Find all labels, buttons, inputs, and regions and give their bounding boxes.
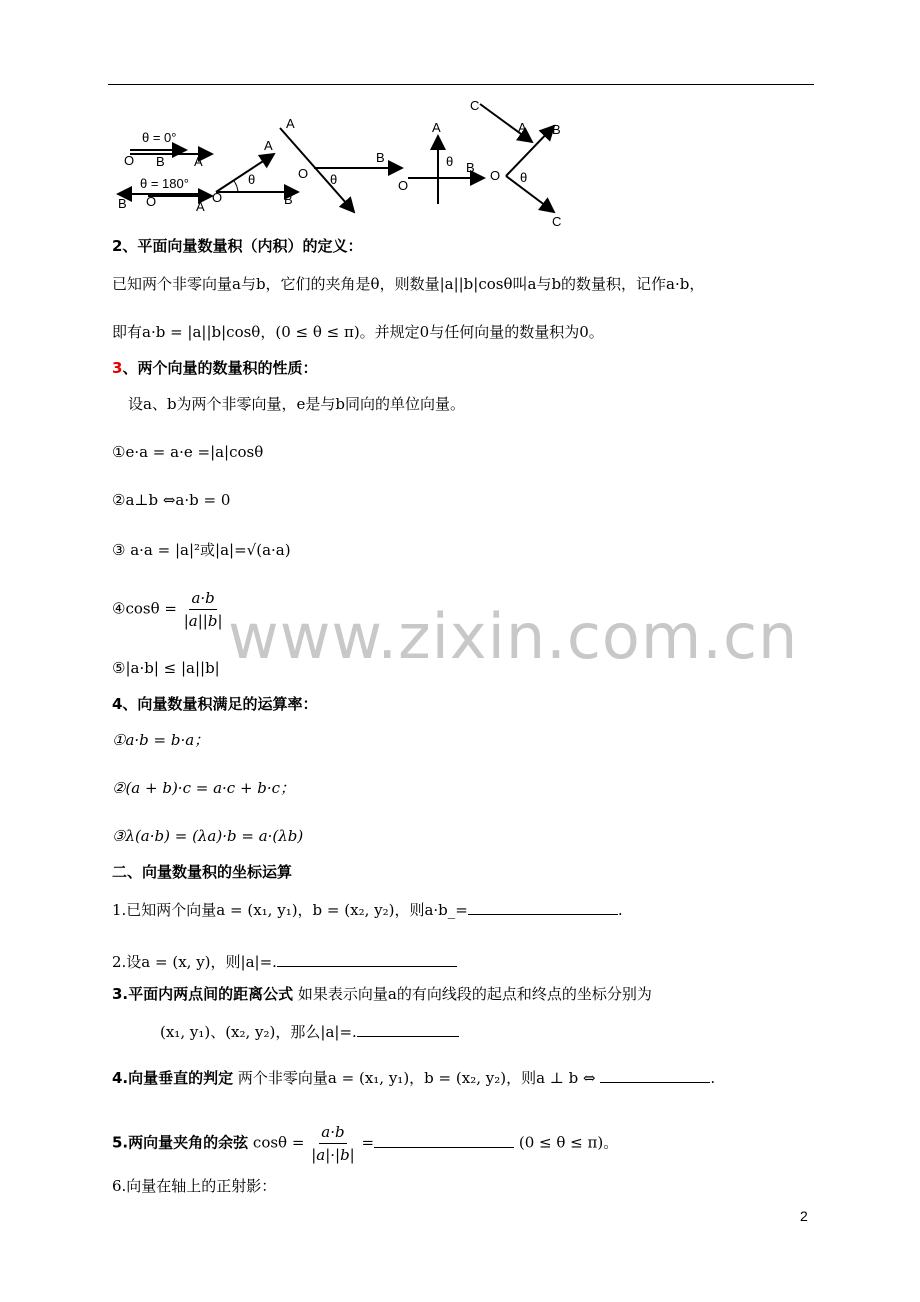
property-4-lhs: ④cosθ = — [112, 599, 177, 618]
answer-blank[interactable] — [277, 952, 457, 967]
label-b: B — [118, 196, 127, 211]
label-b: B — [284, 192, 293, 207]
coord-item-4: 4.向量垂直的判定 两个非零向量a = (x₁, y₁)，b = (x₂, y₂)，则a ⊥ b ⇔ . — [112, 1069, 716, 1087]
property-4-fraction — [182, 588, 225, 631]
property-5: ⑤|a·b| ≤ |a||b| — [112, 659, 220, 677]
section3-intro: 设a、b为两个非零向量，e是与b同向的单位向量。 — [128, 395, 466, 413]
coord-item-3-formula — [160, 1022, 459, 1042]
coord-item-3-text: 如果表示向量a的有向线段的起点和终点的坐标分别为 — [297, 985, 652, 1003]
answer-blank[interactable] — [600, 1068, 710, 1083]
property-4 — [112, 588, 225, 631]
coord-item-5-bold: 5.两向量夹角的余弦 — [112, 1133, 249, 1152]
coord-item-3-formula-text: (x₁, y₁)、(x₂, y₂)，那么|a|=. — [160, 1023, 357, 1041]
header-rule — [108, 84, 814, 85]
label-b: B — [376, 150, 385, 165]
label-o: O — [212, 190, 223, 205]
section4-heading: 4、向量数量积满足的运算率： — [112, 695, 318, 713]
answer-blank[interactable] — [357, 1022, 459, 1037]
coord-item-5-range: (0 ≤ θ ≤ π)。 — [518, 1133, 619, 1152]
coord-item-5-eq: = — [361, 1133, 375, 1152]
theta180-label: θ = 180° — [140, 176, 189, 191]
label-b: B — [552, 122, 561, 137]
rule-2: ②(a + b)·c = a·c + b·c； — [112, 779, 296, 797]
label-a: A — [194, 154, 203, 169]
property-4-denominator: |a||b| — [183, 612, 223, 630]
label-o: O — [490, 168, 501, 183]
label-a: A — [432, 120, 441, 135]
answer-blank[interactable] — [468, 900, 618, 915]
label-c: C — [470, 98, 480, 113]
property-1: ①e·a = a·e =|a|cosθ — [112, 443, 264, 461]
coord-item-4-text: 两个非零向量a = (x₁, y₁)，b = (x₂, y₂)，则a ⊥ b ⇔ — [237, 1069, 596, 1087]
label-b: B — [466, 160, 475, 175]
label-theta: θ — [446, 154, 454, 169]
label-a: A — [264, 138, 273, 153]
coord-item-6: 6.向量在轴上的正射影： — [112, 1177, 277, 1195]
coord-item-5-cos: cosθ = — [252, 1133, 305, 1152]
coord-item-5-fraction — [309, 1122, 357, 1165]
coord-heading: 二、向量数量积的坐标运算 — [112, 863, 293, 881]
label-a: A — [286, 116, 295, 131]
property-3: ③ a·a = |a|²或|a|=√(a·a) — [112, 541, 291, 559]
label-a: A — [518, 120, 527, 135]
property-2: ②a⊥b ⇔a·b = 0 — [112, 491, 231, 509]
coord-item-2-text: 2.设a = (x, y)，则|a|=. — [112, 953, 277, 971]
theta0-label: θ = 0° — [142, 130, 177, 145]
coord-item-3 — [112, 984, 652, 1004]
label-o: O — [398, 178, 409, 193]
label-o: O — [124, 153, 135, 168]
watermark: www.zixin.com.cn — [228, 600, 799, 673]
label-c: C — [552, 214, 562, 229]
label-b: B — [156, 154, 165, 169]
label-o: O — [146, 194, 157, 209]
section2-definition: 已知两个非零向量a与b，它们的夹角是θ，则数量|a||b|cosθ叫a与b的数量积，记作a·b， — [112, 275, 705, 293]
angle-diagram — [108, 92, 608, 232]
coord-item-2 — [112, 952, 457, 972]
rule-3: ③λ(a·b) = (λa)·b = a·(λb) — [112, 827, 304, 845]
coord-item-3-bold: 3.平面内两点间的距离公式 — [112, 985, 294, 1003]
section2-formula: 即有a·b = |a||b|cosθ，(0 ≤ θ ≤ π)。并规定0与任何向量的数量积为0。 — [112, 323, 604, 341]
coord-item-5-numerator: a·b — [319, 1122, 346, 1144]
label-theta: θ — [248, 172, 256, 187]
coord-item-1: 1.已知两个向量a = (x₁, y₁)，b = (x₂, y₂)，则a·b_= . — [112, 901, 623, 919]
coord-item-5 — [112, 1122, 618, 1165]
page-number: 2 — [800, 1208, 808, 1224]
label-theta: θ — [330, 172, 338, 187]
rule-1: ①a·b = b·a； — [112, 731, 210, 749]
label-a: A — [196, 199, 205, 214]
coord-item-1-text: 1.已知两个向量a = (x₁, y₁)，b = (x₂, y₂)，则a·b_= — [112, 901, 468, 919]
coord-item-4-bold: 4.向量垂直的判定 — [112, 1069, 234, 1087]
property-4-numerator: a·b — [189, 588, 216, 610]
section3-heading-text: 、两个向量的数量积的性质： — [122, 359, 318, 377]
section3-number: 3 — [112, 359, 123, 377]
answer-blank[interactable] — [374, 1133, 514, 1148]
coord-item-5-denominator: |a|·|b| — [311, 1146, 355, 1164]
section3-heading — [112, 358, 317, 378]
label-o: O — [298, 166, 309, 181]
label-theta: θ — [520, 170, 528, 185]
section2-heading: 2、平面向量数量积（内积）的定义： — [112, 237, 363, 255]
